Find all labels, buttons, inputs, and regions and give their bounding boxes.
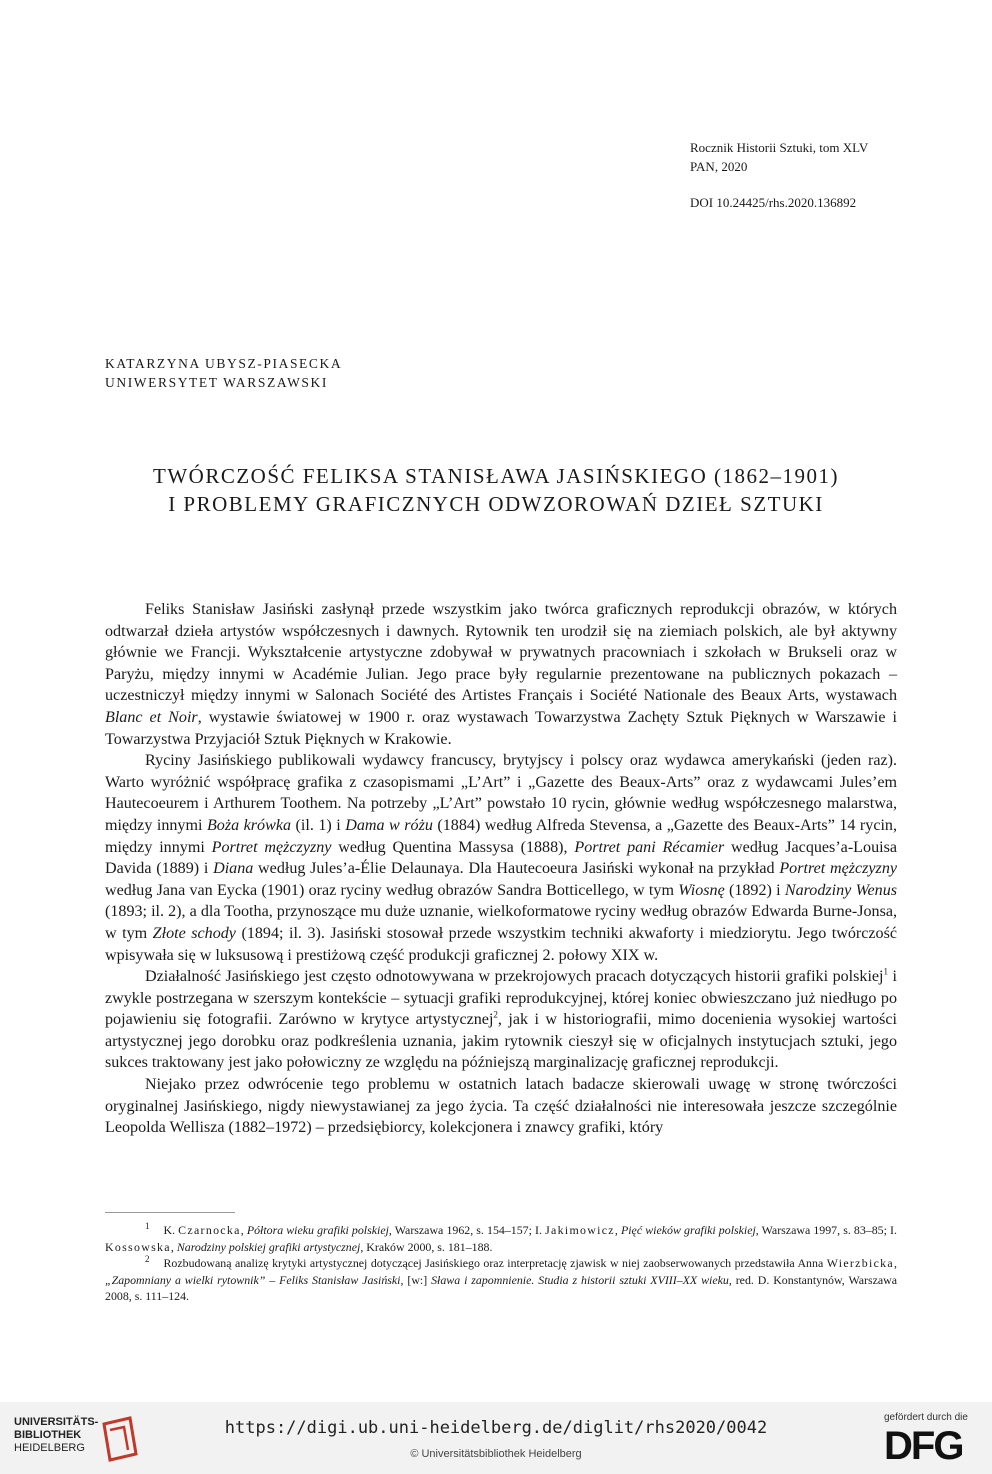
paragraph-2 (105, 750, 897, 966)
logo-line: UNIVERSITÄTS- (14, 1416, 99, 1428)
text: , wystawie światowej w 1900 r. oraz wystawach Towarzystwa Zachęty Sztuk Pięknych w Warszawie i Towarzystwa Przyjaciół Sztuk Pięknych w Krakowie. (105, 708, 897, 748)
journal-publisher-year: PAN, 2020 (690, 159, 748, 174)
text: według Quentina Massysa (1888), (331, 838, 575, 856)
paragraph-1 (105, 599, 897, 750)
italic-title: Złote schody (152, 924, 236, 942)
author-name: KATARZYNA UBYSZ-PIASECKA (105, 356, 343, 371)
italic-title: Portret mężczyzny (779, 860, 898, 878)
text: (1894; il. 3). Jasiński stosował przede wszystkim techniki akwaforty i miedziorytu. Jego twórczość wpisywała się w luksusową i prestiżową część produkcji graficznej 2. połowy XIX w. (105, 924, 897, 964)
text: , [w:] (400, 1272, 432, 1287)
logo-line: BIBLIOTHEK (14, 1429, 82, 1441)
text: według Jules’a-Élie Delaunaya. Dla Hautecoeura Jasiński wykonał na przykład (253, 860, 780, 878)
text: (1892) i (724, 881, 785, 899)
text: (il. 1) i (291, 816, 346, 834)
footnote-2 (105, 1255, 897, 1305)
italic-title: Narodziny Wenus (784, 881, 898, 899)
footnote-divider (105, 1212, 235, 1213)
article-body (105, 599, 897, 1139)
footnote-ref-2[interactable]: 2 (493, 1009, 498, 1020)
text: , Warszawa 1962, s. 154–157; I. (388, 1223, 546, 1237)
page-url-link[interactable]: https://digi.ub.uni-heidelberg.de/diglit/rhs2020/0042 (224, 1418, 768, 1438)
article-title-line1: TWÓRCZOŚĆ FELIKSA STANISŁAWA JASIŃSKIEGO (1862–1901) (153, 464, 839, 488)
author-surname: Jakimowicz (545, 1223, 615, 1237)
italic-title: Boża krówka (206, 816, 292, 834)
funding-note: gefördert durch die (884, 1412, 968, 1423)
italic-title: Pięć wieków grafiki polskiej (620, 1223, 756, 1237)
logo-line: HEIDELBERG (14, 1442, 85, 1454)
italic-title: Portret mężczyzny (211, 838, 332, 856)
text: Ryciny Jasińskiego publikowali wydawcy francuscy, brytyjscy i polscy oraz wydawca amerykański (jeden raz). Warto wyróżnić współpracę grafika z czasopismami „L’Art” i „Gazette des Beaux-Arts” oraz z wydawcami Jules’em Hautecoeurem i Arthurem Toothem. Na potrzeby „L’Art” powstało 10 rycin, głównie według współczesnego malarstwa, między innymi (105, 752, 897, 834)
text: i zwykle postrzegana w szerszym kontekście – sytuacji grafiki reprodukcyjnej, której koniec obwieszczano już niedługo po pojawieniu się fotografii. Zarówno w krytyce artystycznej (105, 968, 897, 1029)
text: według Jana van Eycka (1901) oraz ryciny według obrazów Sandra Botticellego, w tym (105, 881, 679, 899)
text: Działalność Jasińskiego jest często odnotowywana w przekrojowych pracach dotyczących historii grafiki polskiej (145, 968, 884, 986)
footnote-number: 1 (145, 1221, 150, 1232)
paragraph-4: Niejako przez odwrócenie tego problemu w ostatnich latach badacze skierowali uwagę w stronę twórczości oryginalnej Jasińskiego, nigdy niewystawianej za jego życia. Ta część działalności nie interesowała jeszcze szczególnie Leopolda Wellisza (1882–1972) – przedsiębiorcy, kolekcjonera i znawcy grafiki, który (105, 1076, 897, 1137)
doi: DOI 10.24425/rhs.2020.136892 (690, 195, 857, 210)
text: , red. D. Konstantynów, Warszawa 2008, s. 111–124. (105, 1272, 898, 1303)
italic-title: Dama w różu (345, 816, 433, 834)
italic-title: Wiosnę (678, 881, 725, 899)
footnote-1 (105, 1222, 897, 1255)
dfg-logo: DFG (884, 1424, 963, 1468)
footnote-number: 2 (145, 1254, 150, 1265)
author-block (105, 354, 342, 392)
text: , Kraków 2000, s. 181–188. (360, 1239, 493, 1254)
text: , (894, 1256, 897, 1270)
italic-title: Sława i zapomnienie. Studia z historii sztuki XVIII–XX wieku (431, 1272, 729, 1287)
paragraph-3 (105, 966, 897, 1074)
text: , (170, 1239, 177, 1254)
author-surname: Czarnocka (178, 1223, 241, 1237)
copyright-notice: © Universitätsbibliothek Heidelberg (410, 1448, 582, 1460)
journal-name: Rocznik Historii Sztuki, tom XLV (690, 140, 869, 155)
text: K. (163, 1223, 179, 1237)
footnotes (105, 1222, 897, 1305)
digitization-footer (0, 1402, 992, 1474)
article-title-line2: I PROBLEMY GRAFICZNYCH ODWZOROWAŃ DZIEŁ SZTUKI (168, 492, 824, 516)
italic-title: Półtora wieku grafiki polskiej (246, 1223, 389, 1237)
italic-title: Narodziny polskiej grafiki artystycznej (176, 1239, 361, 1254)
text: Feliks Stanisław Jasiński zasłynął przede wszystkim jako twórca graficznych reprodukcji obrazów, w których odtwarzał dzieła artystów współczesnych i dawnych. Rytownik ten urodził się na ziemiach polskich, ale był aktywny głównie we Francji. Wykształcenie artystyczne zdobywał w prywatnych pracowniach i szkołach w Brukseli oraz w Paryżu, między innymi w Académie Julian. Jego prace były regularnie prezentowane na publicznych pokazach – uczestniczył między innymi w Salonach Société des Artistes Français i Société Nationale des Beaux Arts, wystawach (105, 601, 897, 705)
text: (1884) według Alfreda Stevensa, a „Gazette des Beaux-Arts” 14 rycin, między innymi (105, 816, 898, 856)
text: według Jacques’a-Louisa Davida (1889) i (105, 838, 897, 878)
text: , Warszawa 1997, s. 83–85; I. (755, 1223, 897, 1237)
text: (1893; il. 2), a dla Tootha, przynoszące mu duże uznanie, wielkoformatowe ryciny według obrazów Edwarda Burne-Jonsa, w tym (105, 903, 897, 942)
italic-title: „Zapomniany a wielki rytownik” – Feliks Stanisław Jasiński (105, 1272, 401, 1287)
text: , jak i w historiografii, mimo docenienia wysokiej wartości artystycznej jego dorobku oraz podkreślenia uznania, jakim rytownik cieszył się w oficjalnych instytucjach sztuki, jego sukces traktowany jest jako połowiczny ze względu na późniejszą marginalizację graficznej reprodukcji. (105, 1011, 897, 1072)
italic-title: Portret pani Récamier (574, 838, 725, 856)
journal-info (690, 138, 868, 176)
text: Rozbudowaną analizę krytyki artystycznej dotyczącej Jasińskiego oraz interpretację zjawisk w niej zaobserwowanych przedstawiła Anna (163, 1256, 827, 1270)
text: , (614, 1223, 621, 1237)
author-affiliation: UNIWERSYTET WARSZAWSKI (105, 375, 328, 390)
italic-title: Diana (213, 860, 254, 878)
text: , (240, 1223, 247, 1237)
author-surname: Wierzbicka (826, 1256, 895, 1270)
author-surname: Kossowska (105, 1239, 171, 1254)
footnote-ref-1[interactable]: 1 (883, 966, 889, 977)
italic-title: Blanc et Noir (105, 708, 198, 726)
